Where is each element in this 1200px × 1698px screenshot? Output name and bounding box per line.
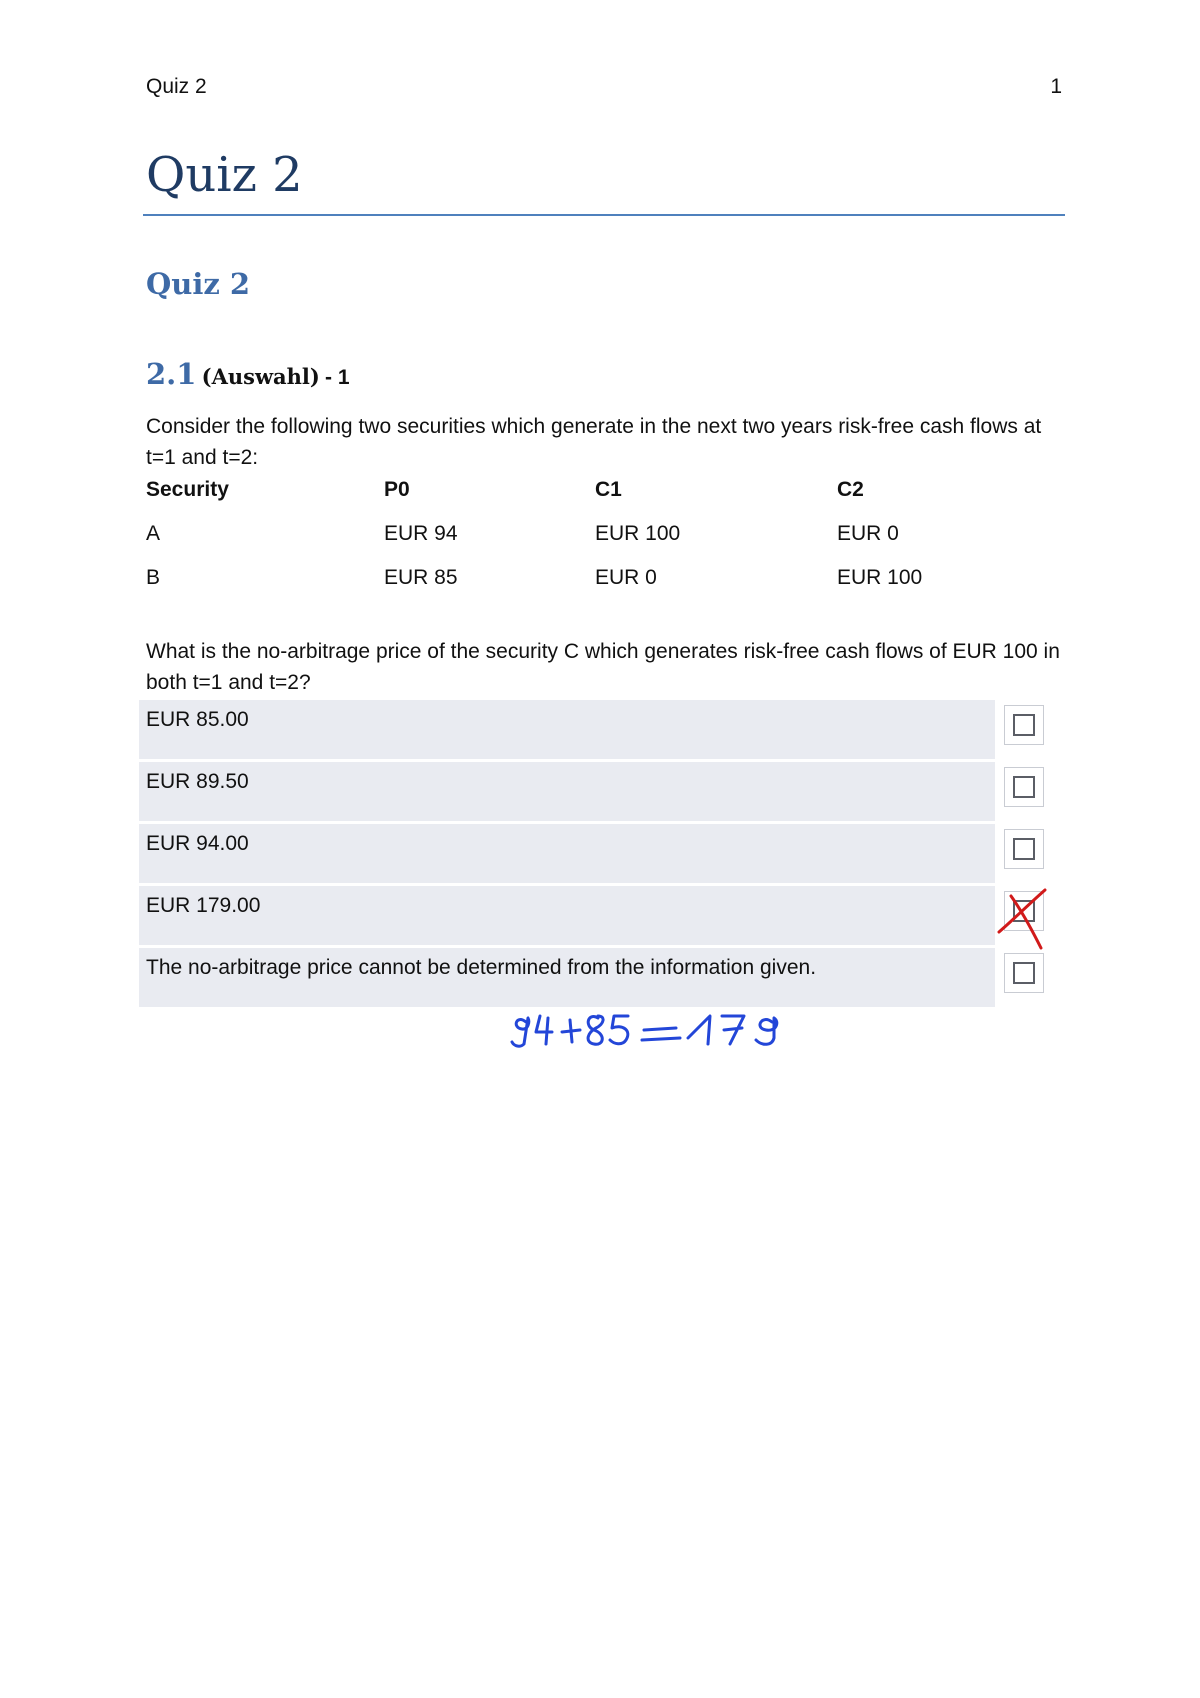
table-cell: EUR 100: [595, 522, 681, 545]
section-heading: Quiz 2: [146, 267, 251, 301]
table-cell: A: [146, 522, 161, 545]
answer-checkbox[interactable]: [1004, 767, 1044, 807]
table-cell: EUR 0: [595, 566, 657, 589]
question-type: (Auswahl): [201, 364, 320, 389]
document-title: Quiz 2: [146, 147, 303, 203]
table-cell: EUR 85: [384, 566, 458, 589]
handwritten-x-icon: [995, 886, 1053, 952]
answer-checkbox[interactable]: [1004, 705, 1044, 745]
securities-table: [146, 478, 1037, 610]
table-cell: EUR 100: [837, 566, 923, 589]
table-header-row: [146, 478, 1037, 522]
answer-option-label: EUR 179.00: [139, 886, 995, 945]
question-heading: [146, 357, 350, 391]
table-cell: EUR 0: [837, 522, 899, 545]
table-header-cell: P0: [384, 478, 410, 501]
answer-option-label: EUR 94.00: [139, 824, 995, 883]
handwritten-calculation: [510, 1008, 810, 1050]
answer-option: [139, 762, 1053, 821]
answer-option-label: EUR 85.00: [139, 700, 995, 759]
question-prompt: What is the no-arbitrage price of the security C which generates risk-free cash flows of EUR 100 in both t=1 and t=2?: [146, 640, 1060, 694]
answer-option-label: The no-arbitrage price cannot be determined from the information given.: [139, 948, 995, 1007]
answer-option: [139, 948, 1053, 1007]
header-title: Quiz 2: [146, 75, 207, 98]
running-header: [146, 74, 1062, 100]
answer-checkbox-marked[interactable]: [1004, 891, 1044, 931]
table-header-cell: C2: [837, 478, 864, 501]
answer-option: [139, 824, 1053, 883]
table-header-cell: C1: [595, 478, 622, 501]
question-number: 2.1: [146, 357, 197, 391]
answer-option-label: EUR 89.50: [139, 762, 995, 821]
table-row: [146, 566, 1037, 610]
table-cell: B: [146, 566, 161, 589]
table-row: [146, 522, 1037, 566]
question-points: - 1: [325, 366, 350, 389]
title-underline: [143, 214, 1065, 216]
page-number: 1: [1050, 75, 1062, 98]
answer-options: [139, 700, 1053, 1010]
answer-option: [139, 700, 1053, 759]
question-intro: Consider the following two securities which generate in the next two years risk-free cash flows at t=1 and t=2:: [146, 415, 1042, 469]
answer-checkbox[interactable]: [1004, 829, 1044, 869]
table-cell: EUR 94: [384, 522, 458, 545]
answer-checkbox[interactable]: [1004, 953, 1044, 993]
answer-option-selected: [139, 886, 1053, 945]
table-header-cell: Security: [146, 478, 229, 501]
